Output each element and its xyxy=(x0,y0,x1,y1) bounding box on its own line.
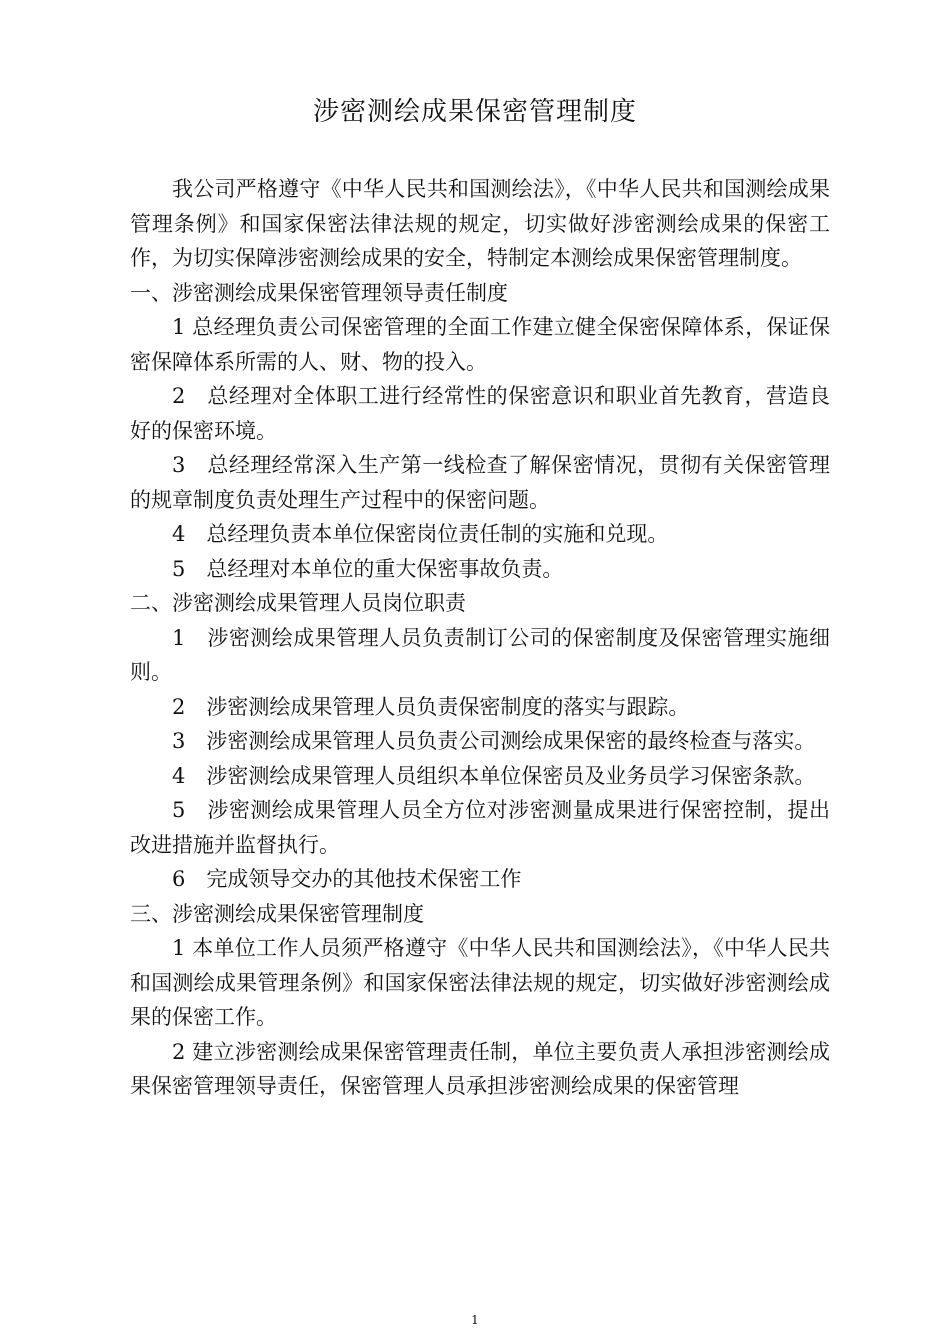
paragraph-1-2: 2 总经理对全体职工进行经常性的保密意识和职业首先教育，营造良好的保密环境。 xyxy=(130,384,830,443)
paragraph-2-4: 4 涉密测绘成果管理人员组织本单位保密员及业务员学习保密条款。 xyxy=(172,763,816,788)
section-heading-1: 一、涉密测绘成果保密管理领导责任制度 xyxy=(130,280,508,305)
paragraph-3-2: 2 建立涉密测绘成果保密管理责任制，单位主要负责人承担涉密测绘成果保密管理领导责任，保密管理人员承担涉密测绘成果的保密管理 xyxy=(130,1039,830,1098)
paragraph-1-5: 5 总经理对本单位的重大保密事故负责。 xyxy=(172,556,564,581)
page-title: 涉密测绘成果保密管理制度 xyxy=(312,97,637,127)
paragraph-2-3: 3 涉密测绘成果管理人员负责公司测绘成果保密的最终检查与落实。 xyxy=(172,729,816,753)
paragraph-2-5: 5 涉密测绘成果管理人员全方位对涉密测量成果进行保密控制，提出改进措施并监督执行。 xyxy=(130,798,830,857)
paragraph-3-1: 1 本单位工作人员须严格遵守《中华人民共和国测绘法》，《中华人民共和国测绘成果管理条例》和国家保密法律法规的规定，切实做好涉密测绘成果的保密工作。 xyxy=(130,936,830,1029)
paragraph-intro: 我公司严格遵守《中华人民共和国测绘法》，《中华人民共和国测绘成果管理条例》和国家保密法律法规的规定，切实做好涉密测绘成果的保密工作，为切实保障涉密测绘成果的安全，特制定本测绘成果保密管理制度。 xyxy=(130,177,830,270)
paragraph-2-2: 2 涉密测绘成果管理人员负责保密制度的落实与跟踪。 xyxy=(172,694,690,719)
document-body xyxy=(130,172,830,1104)
paragraph-2-1: 1 涉密测绘成果管理人员负责制订公司的保密制度及保密管理实施细则。 xyxy=(130,625,830,684)
section-heading-3: 三、涉密测绘成果保密管理制度 xyxy=(130,901,424,926)
section-heading-2: 二、涉密测绘成果管理人员岗位职责 xyxy=(130,591,466,615)
page-number: 1 xyxy=(471,1313,479,1327)
paragraph-1-4: 4 总经理负责本单位保密岗位责任制的实施和兑现。 xyxy=(172,522,669,546)
paragraph-1-3: 3 总经理经常深入生产第一线检查了解保密情况，贯彻有关保密管理的规章制度负责处理生产过程中的保密问题。 xyxy=(130,453,830,512)
paragraph-2-6: 6 完成领导交办的其他技术保密工作 xyxy=(172,867,522,891)
paragraph-1-1: 1 总经理负责公司保密管理的全面工作建立健全保密保障体系，保证保密保障体系所需的人、财、物的投入。 xyxy=(130,315,830,374)
